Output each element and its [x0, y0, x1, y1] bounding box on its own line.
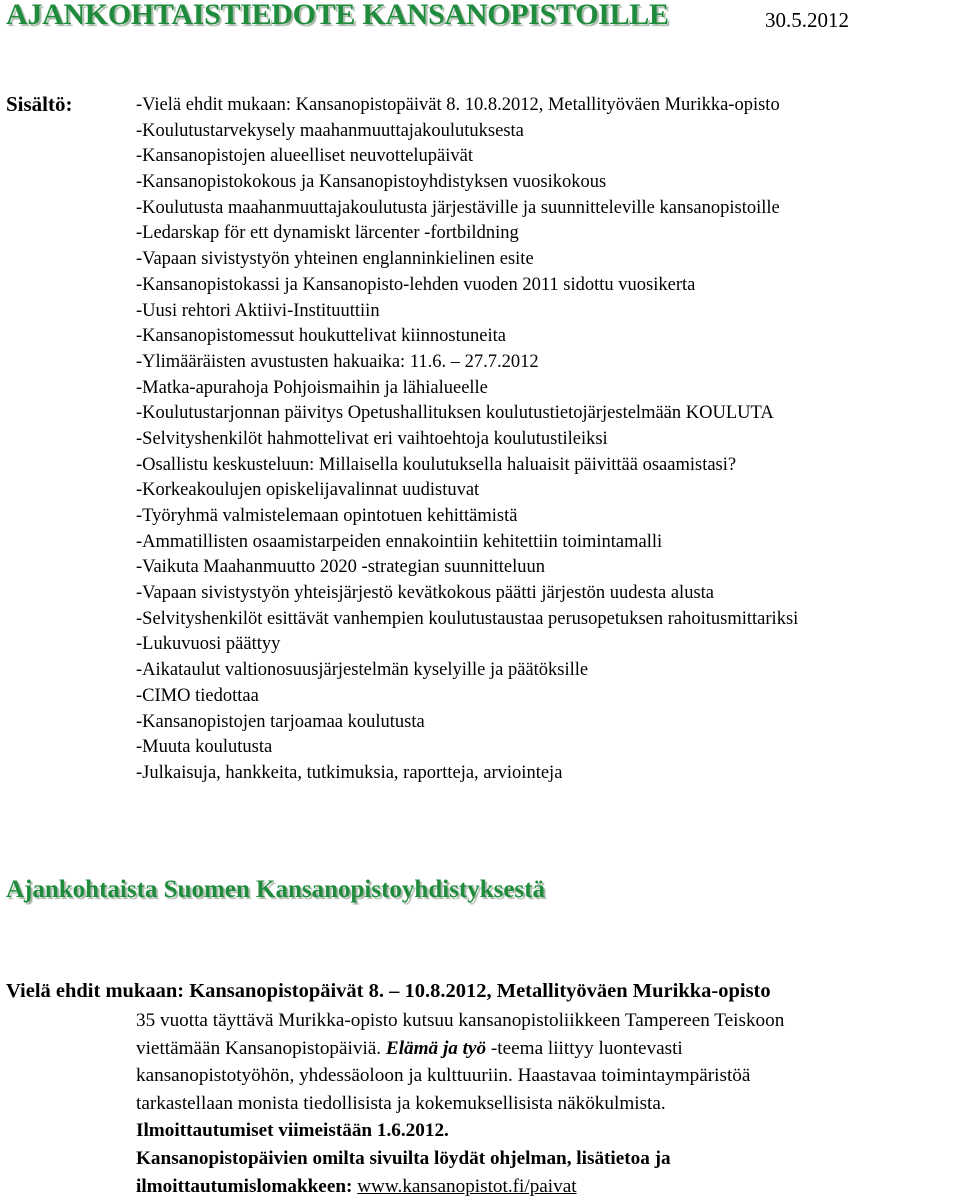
article-line: Kansanopistopäivien omilta sivuilta löydät ohjelman, lisätietoa ja — [136, 1147, 671, 1169]
toc-item: -Työryhmä valmistelemaan opintotuen kehittämistä — [136, 506, 518, 526]
table-of-contents — [136, 93, 798, 787]
toc-item: -Aikataulut valtionosuusjärjestelmän kyselyille ja päätöksille — [136, 660, 589, 681]
theme-emphasis: Elämä ja työ — [385, 1037, 487, 1059]
section-title: Ajankohtaista Suomen Kansanopistoyhdistyksestä — [6, 876, 546, 903]
toc-item: -Muuta koulutusta — [136, 737, 273, 758]
toc-item: -Osallistu keskusteluun: Millaisella koulutuksella haluaisit päivittää osaamistasi? — [136, 454, 737, 475]
document-date: 30.5.2012 — [765, 8, 849, 32]
toc-item: -Julkaisuja, hankkeita, tutkimuksia, raportteja, arviointeja — [136, 762, 563, 783]
toc-item: -Korkeakoulujen opiskelijavalinnat uudistuvat — [136, 480, 480, 501]
article-line: tarkastellaan monista tiedollisista ja kokemuksellisista näkökulmista. — [136, 1092, 666, 1114]
toc-item: -CIMO tiedottaa — [136, 685, 259, 706]
toc-item: -Koulutusta maahanmuuttajakoulutusta järjestäville ja suunnitteleville kansanopistoille — [136, 197, 780, 218]
toc-item: -Vapaan sivistystyön yhteinen englanninkielinen esite — [136, 249, 534, 270]
article-body — [136, 1007, 960, 1200]
toc-item: -Uusi rehtori Aktiivi-Instituuttiin — [136, 300, 380, 321]
toc-item: -Ylimääräisten avustusten hakuaika: 11.6. – 27.7.2012 — [136, 351, 539, 372]
article-line — [136, 1173, 960, 1200]
toc-item: -Koulutustarjonnan päivitys Opetushallituksen koulutustietojärjestelmään KOULUTA — [136, 403, 774, 424]
article-text: -teema liittyy luontevasti — [486, 1037, 683, 1059]
toc-item: -Selvityshenkilöt esittävät vanhempien koulutustaustaa perusopetuksen rahoitusmittariksi — [136, 608, 799, 629]
toc-item: -Vaikuta Maahanmuutto 2020 -strategian suunnitteluun — [136, 557, 545, 578]
toc-item: -Ammatillisten osaamistarpeiden ennakointiin kehitettiin toimintamalli — [136, 531, 663, 552]
toc-item: -Kansanopistokassi ja Kansanopisto-lehden vuoden 2011 sidottu vuosikerta — [136, 274, 696, 295]
article-line — [136, 1035, 960, 1063]
toc-item: -Kansanopistojen tarjoamaa koulutusta — [136, 711, 425, 732]
document-title: AJANKOHTAISTIEDOTE KANSANOPISTOILLE — [6, 0, 669, 31]
toc-item: -Vielä ehdit mukaan: Kansanopistopäivät 8. 10.8.2012, Metallityöväen Murikka-opisto — [136, 95, 780, 115]
article-line: 35 vuotta täyttävä Murikka-opisto kutsuu kansanopistoliikkeen Tampereen Teiskoon — [136, 1010, 785, 1031]
toc-item: -Lukuvuosi päättyy — [136, 634, 281, 655]
toc-item: -Vapaan sivistystyön yhteisjärjestö kevätkokous päätti järjestön uudesta alusta — [136, 583, 714, 604]
article-text: viettämään Kansanopistopäiviä. — [136, 1037, 386, 1059]
toc-item: -Kansanopistomessut houkuttelivat kiinnostuneita — [136, 326, 506, 347]
kansanopistot-link[interactable]: www.kansanopistot.fi/paivat — [357, 1175, 577, 1197]
toc-item: -Kansanopistojen alueelliset neuvottelupäivät — [136, 146, 474, 167]
article-text: ilmoittautumislomakkeen: — [136, 1175, 358, 1197]
contents-label: Sisältö: — [6, 92, 73, 116]
toc-item: -Ledarskap för ett dynamiskt lärcenter -fortbildning — [136, 223, 519, 244]
toc-item: -Koulutustarvekysely maahanmuuttajakoulutuksesta — [136, 120, 524, 141]
toc-item: -Matka-apurahoja Pohjoismaihin ja lähialueelle — [136, 377, 488, 398]
registration-deadline: Ilmoittautumiset viimeistään 1.6.2012. — [136, 1120, 449, 1142]
article-heading: Vielä ehdit mukaan: Kansanopistopäivät 8. – 10.8.2012, Metallityöväen Murikka-opisto — [6, 980, 771, 1002]
toc-item: -Kansanopistokokous ja Kansanopistoyhdistyksen vuosikokous — [136, 172, 607, 193]
toc-item: -Selvityshenkilöt hahmottelivat eri vaihtoehtoja koulutustileiksi — [136, 428, 608, 449]
article-line: kansanopistotyöhön, yhdessäoloon ja kulttuuriin. Haastavaa toimintaympäristöä — [136, 1065, 751, 1087]
